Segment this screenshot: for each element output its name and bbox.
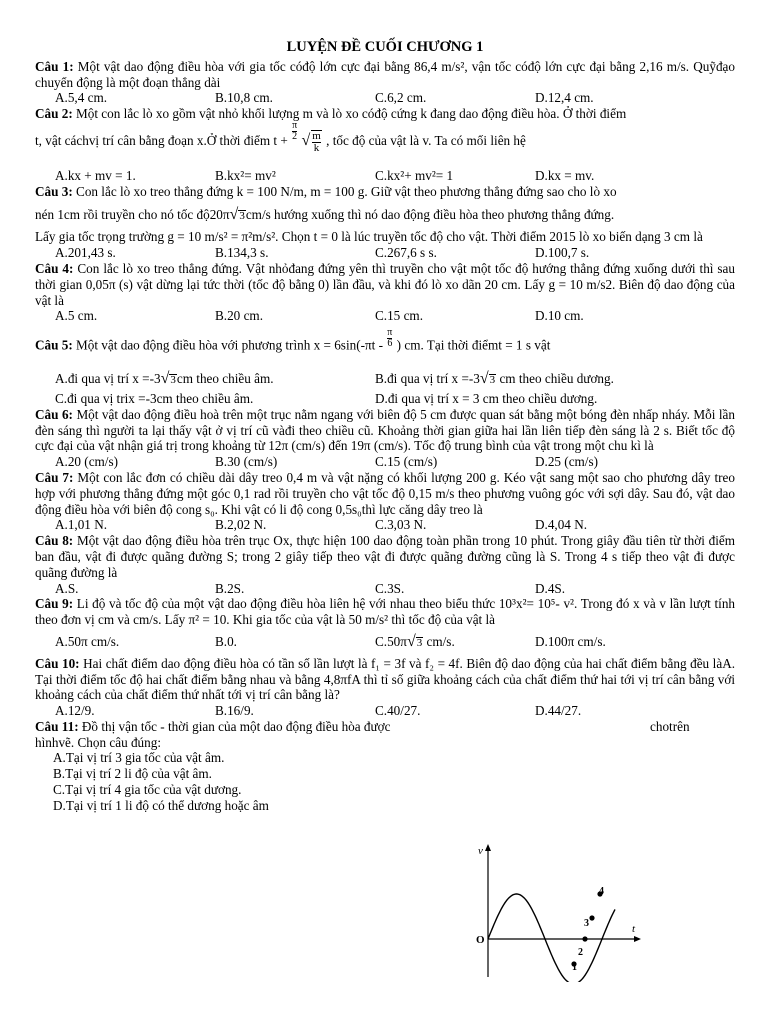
answer-options: [35, 454, 735, 470]
question-5: [35, 327, 735, 357]
option-d: D.4S.: [535, 580, 566, 596]
t-axis-arrow: [634, 936, 641, 942]
question-text-continued: chotrên: [650, 718, 690, 734]
option-d: D.25 (cm/s): [535, 454, 598, 470]
question-text: Một con lắc lò xo gồm vật nhỏ khối lượng m và lò xo cóđộ cứng k đang dao động điều hòa. Ở thời điểm: [76, 106, 627, 122]
question-2-line-2: [35, 120, 735, 154]
question-label: Câu 6:: [35, 406, 73, 422]
question-1: [35, 59, 735, 91]
sqrt-value: 3: [239, 209, 245, 222]
option-a: A.20 (cm/s): [55, 454, 118, 470]
option-text: cm theo chiều dương.: [496, 371, 614, 387]
question-2: [35, 106, 735, 122]
option-a: A.5 cm.: [55, 308, 98, 324]
option-c: C.Tại vị trí 4 gia tốc của vật dương.: [53, 782, 242, 798]
option-a: A.12/9.: [55, 703, 95, 719]
sqrt-sign: √: [406, 632, 416, 650]
velocity-time-graph: [440, 842, 660, 982]
fraction-denominator: 6: [387, 338, 393, 350]
sqrt-sign: √: [229, 205, 239, 223]
question-9: [35, 596, 735, 628]
point-3-label: 3: [584, 918, 589, 929]
option-d: D.Tại vị trí 1 li độ có thể dương hoặc âm: [53, 797, 269, 813]
option-b: B.2,02 N.: [215, 517, 267, 533]
point-1-label: 1: [572, 962, 577, 973]
option-a: A.Tại vị trí 3 gia tốc của vật âm.: [53, 750, 225, 766]
option-c: C.kx²+ mv²= 1: [375, 167, 454, 183]
answer-options: [35, 391, 735, 407]
option-b: B.16/9.: [215, 703, 254, 719]
option-a: [55, 371, 375, 387]
sqrt-sign: √: [301, 132, 311, 150]
answer-options: [35, 517, 735, 533]
option-d: D.đi qua vị trí x = 3 cm theo chiều dương.: [375, 390, 598, 406]
question-text: Đồ thị vận tốc - thời gian của một dao động điều hòa được: [81, 718, 391, 734]
option-c: C.3S.: [375, 580, 405, 596]
answer-options: [35, 90, 735, 106]
fraction: [387, 328, 392, 349]
answer-options: [35, 308, 735, 324]
exam-page: [35, 40, 735, 814]
fraction-numerator: m: [312, 129, 321, 142]
option-text: A.đi qua vị trí x =-3: [55, 371, 161, 387]
question-text: Một vật dao động điều hoà trên một trục nằm ngang với biên độ 5 cm được quan sát bằng một bóng đèn nhấp nháy. Mỗi lần đèn sáng thì người ta lại thấy vật ở vị trí cũ vàđi theo chiều cũ. Khoảng thời gian giữa hai lần liên tiếp đèn sáng là 2 s. Biết tốc độ cực đại của vật nhận giá trị trong khoảng từ 12π (cm/s) đến 19π (cm/s). Tốc độ trung bình của vật trong một chu kì là: [35, 406, 736, 454]
question-label: Câu 3:: [35, 183, 73, 199]
page-title: LUYỆN ĐỀ CUỐI CHƯƠNG 1: [286, 39, 484, 55]
question-text: Một vật dao động điều hòa với gia tốc cóđộ lớn cực đại bằng 86,4 m/s², vận tốc cóđộ lớn cực đại bằng 2,16 m/s. Quỹđạo chuyển động là một đoạn thẳng dài: [35, 58, 735, 90]
point-3: [589, 915, 594, 920]
option-c: C.15 (cm/s): [375, 454, 438, 470]
fraction-denominator: k: [313, 141, 320, 154]
question-label: Câu 9:: [35, 596, 74, 612]
fraction-numerator: π: [387, 327, 393, 339]
sqrt-value: 3: [489, 374, 496, 387]
sqrt-value: 3: [170, 374, 176, 387]
question-text: ) cm. Tại thời điểmt = 1 s vật: [396, 337, 551, 353]
option-c: C.đi qua vị trix =-3cm theo chiều âm.: [55, 390, 254, 406]
option-a: A.1,01 N.: [55, 517, 108, 533]
answer-options: [35, 581, 735, 597]
question-label: Câu 11:: [35, 718, 79, 734]
origin-label: O: [476, 934, 485, 946]
option-text: C.50π: [375, 633, 407, 649]
sqrt-value: 3: [416, 636, 423, 649]
option-d: D.44/27.: [535, 703, 582, 719]
question-7: [35, 470, 735, 517]
question-text: t, vật cáchvị trí cân bằng đoạn x.Ở thời điểm t +: [35, 133, 288, 149]
option-d: D.10 cm.: [535, 308, 584, 324]
option-b: [375, 371, 695, 387]
question-text: cm/s hướng xuống thì nó dao động điều hòa theo phương thẳng đứng.: [245, 206, 615, 222]
question-text: Một vật dao động điều hòa trên trục Ox, thực hiện 100 dao động toàn phần trong 10 phút. Trong giây đầu tiên từ thời điểm ban đầu, vật đi được quãng đường S; trong 2 giây tiếp theo vật đi được quãng đường cũng là S. Trong 4 s tiếp theo vật đi được quãng đường là: [35, 533, 736, 580]
question-text: Con lắc lò xo treo thẳng đứng. Vật nhỏđang đứng yên thì truyền cho vật một tốc độ hướng thẳng đứng xuống dưới thì sau thời gian 0,05π (s) vật dừng lại tức thời (tốc độ bằng 0) lần đầu, và khi đó lò xo dãn 20 cm. Lấy g = 10 m/s2. Biên độ dao động của vật là: [35, 260, 736, 308]
fraction-denominator: 2: [292, 131, 298, 143]
answer-options: [35, 703, 735, 719]
fraction-numerator: π: [292, 120, 298, 132]
velocity-curve: [488, 894, 615, 982]
option-c: C.40/27.: [375, 703, 421, 719]
option-d: D.12,4 cm.: [535, 90, 594, 106]
question-text: Một vật dao động điều hòa với phương trình x = 6sin(-πt -: [76, 337, 383, 353]
option-a: A.S.: [55, 580, 79, 596]
v-axis-label: v: [478, 845, 483, 857]
question-label: Câu 8:: [35, 533, 74, 549]
option-b: B.2S.: [215, 580, 245, 596]
question-text: Lấy gia tốc trọng trường g = 10 m/s² = π²m/s². Chọn t = 0 là lúc truyền tốc độ cho vật. Thời điểm 2015 lò xo biến dạng 3 cm là: [35, 229, 703, 245]
sqrt-sign: √: [479, 370, 489, 388]
sqrt-sign: √: [160, 370, 170, 388]
option-b: B.kx²= mv²: [215, 167, 276, 183]
option-d: D.100π cm/s.: [535, 633, 606, 649]
question-11-line-2: hìnhvẽ. Chọn câu đúng:: [35, 734, 161, 750]
question-3: [35, 184, 735, 200]
option-c: [375, 634, 535, 650]
t-axis-label: t: [632, 923, 636, 935]
option-c: C.3,03 N.: [375, 517, 427, 533]
option-b: B.134,3 s.: [215, 245, 269, 261]
question-label: Câu 2:: [35, 106, 73, 122]
answer-options: [35, 371, 735, 387]
option-a: A.kx + mv = 1.: [55, 167, 136, 183]
question-text: Một con lắc đơn có chiều dài dây treo 0,4 m và vật nặng có khối lượng 200 g. Kéo vật sang một sao cho phương dây treo hợp với phương thẳng đứng một góc 0,1 rad rồi truyền cho vật tốc độ 0,15 m/s theo phương vuông góc với sợi dây. Sau đó, vật dao động điều hòa với biên độ cong s₀. Khi vật có li độ cong 0,5s₀thì lực căng dây treo là: [35, 469, 735, 517]
question-label: Câu 7:: [35, 469, 74, 485]
question-10: [35, 656, 735, 703]
question-text: Hai chất điểm dao động điều hòa có tần số lần lượt là f₁ = 3f và f₂ = 4f. Biên độ dao động của hai chất điểm bằng đều làA. Tại thời điểm tốc độ hai chất điểm bằng nhau và bằng 4,8πfA thì tỉ số giữa khoảng cách của chất điểm thứ hai tới vị trí cân bằng với khoảng cách của chất điểm thứ nhất tới vị trí cân bằng là?: [35, 655, 736, 703]
question-text: nén 1cm rồi truyền cho nó tốc độ20π: [35, 206, 230, 222]
option-d: D.kx = mv.: [535, 167, 595, 183]
question-label: Câu 10:: [35, 655, 80, 671]
question-11-line-1: [35, 719, 455, 735]
answer-options: [35, 634, 735, 650]
question-8: [35, 533, 735, 580]
question-label: Câu 1:: [35, 58, 74, 74]
point-2: [582, 936, 587, 941]
option-c: C.267,6 s s.: [375, 245, 437, 261]
question-text: Con lắc lò xo treo thẳng đứng k = 100 N/m, m = 100 g. Giữ vật theo phương thẳng đứng sao cho lò xo: [76, 183, 617, 199]
option-a: A.5,4 cm.: [55, 90, 108, 106]
option-text: cm/s.: [423, 633, 455, 649]
option-d: D.4,04 N.: [535, 517, 588, 533]
question-6: [35, 407, 735, 454]
answer-options: [35, 245, 735, 261]
question-label: Câu 4:: [35, 260, 74, 276]
question-3-line-2: [35, 207, 735, 223]
answer-options: [35, 750, 735, 813]
option-a: A.50π cm/s.: [55, 633, 120, 649]
option-d: D.100,7 s.: [535, 245, 590, 261]
option-b: B.20 cm.: [215, 308, 263, 324]
question-label: Câu 5:: [35, 337, 73, 353]
option-c: C.15 cm.: [375, 308, 423, 324]
option-a: A.201,43 s.: [55, 245, 116, 261]
option-b: B.30 (cm/s): [215, 454, 278, 470]
option-text: cm theo chiều âm.: [176, 371, 274, 387]
v-axis-arrow: [485, 844, 491, 851]
question-text: , tốc độ của vật là v. Ta có mối liên hệ: [326, 133, 526, 149]
question-3-line-3: [35, 229, 735, 245]
question-11: [35, 719, 735, 814]
point-4-label: 4: [599, 886, 604, 897]
point-2-label: 2: [578, 947, 583, 958]
answer-options: [35, 168, 735, 184]
question-4: [35, 261, 735, 308]
question-text: Li độ và tốc độ của một vật dao động điều hòa liên hệ với nhau theo biểu thức 10³x²= 10⁵- v². Trong đó x và v lần lượt tính theo đơn vị cm và cm/s. Lấy π² = 10. Khi gia tốc của vật là 50 m/s² thì tốc độ của vật là: [35, 596, 736, 628]
option-c: C.6,2 cm.: [375, 90, 427, 106]
option-b: B.0.: [215, 633, 237, 649]
option-b: B.10,8 cm.: [215, 90, 273, 106]
sqrt-fraction: [311, 130, 322, 154]
option-text: B.đi qua vị trí x =-3: [375, 371, 480, 387]
option-b: B.Tại vị trí 2 li độ của vật âm.: [53, 766, 212, 782]
fraction: [292, 121, 297, 142]
